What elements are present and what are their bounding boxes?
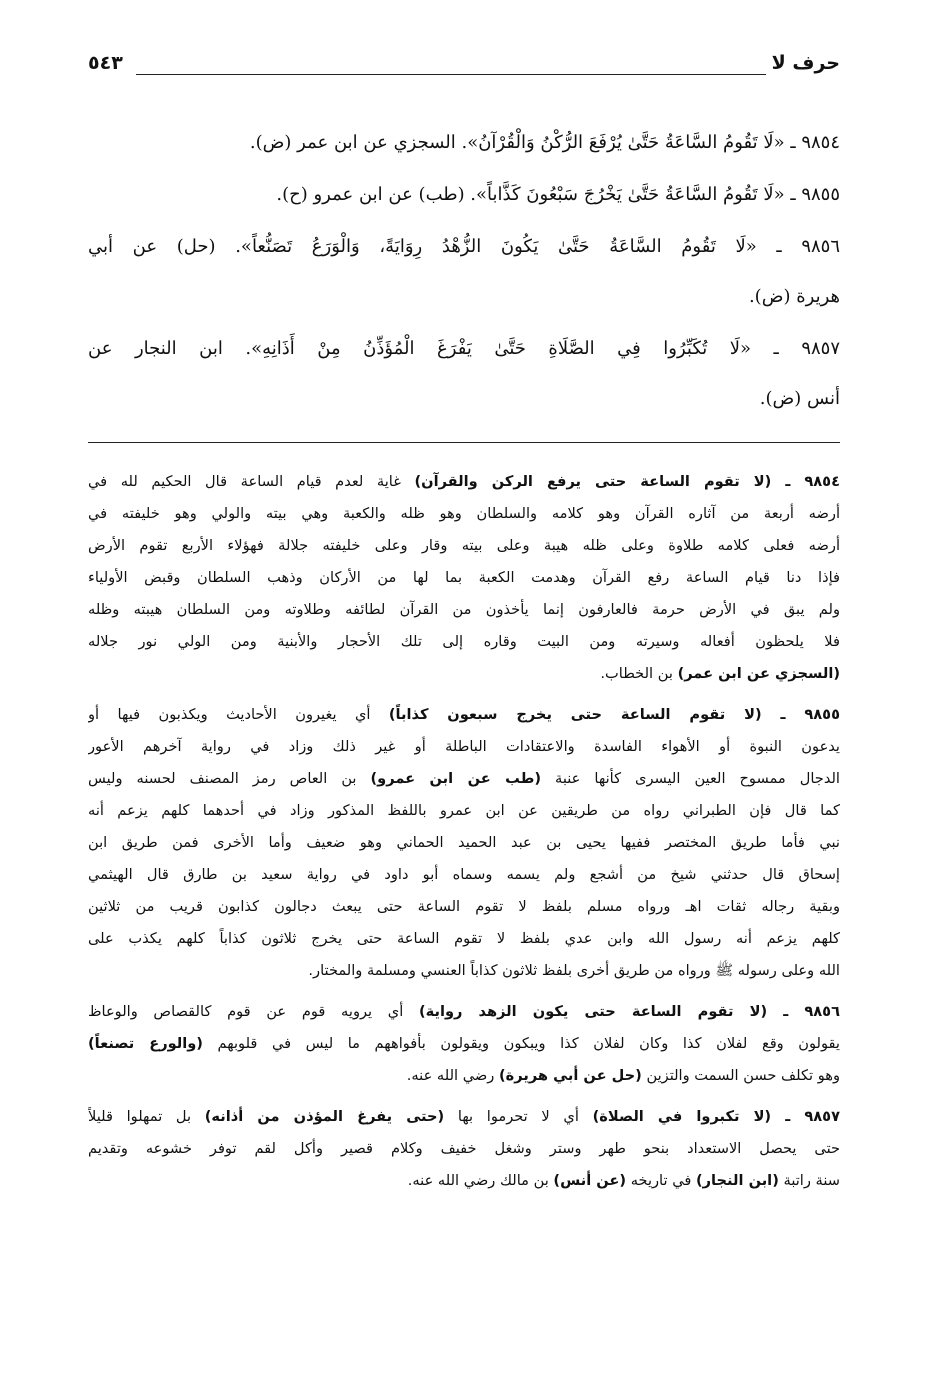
text-line bbox=[88, 272, 840, 322]
commentary-section bbox=[88, 466, 840, 1206]
text-segment: وهو تكلف حسن السمت والتزين bbox=[641, 1067, 840, 1084]
text-segment: بن الخطاب. bbox=[600, 665, 678, 682]
text-line bbox=[88, 859, 840, 891]
bold-quoted-text: ٩٨٥٤ ـ (لا تقوم الساعة حتى يرفع الركن والقرآن) bbox=[414, 473, 840, 490]
text-segment: إسحاق قال حدثني شيخ من أشجع ولم يسمه وسماه أبو داود في رواية سعيد بن طارق قال الهيثمي bbox=[88, 866, 840, 883]
commentary-entry bbox=[88, 466, 840, 690]
bold-quoted-text: ٩٨٥٧ ـ (لا تكبروا في الصلاة) bbox=[592, 1108, 840, 1125]
hadith-entry bbox=[88, 324, 840, 424]
text-line bbox=[88, 374, 840, 424]
text-line bbox=[88, 955, 840, 987]
text-line bbox=[88, 1165, 840, 1197]
text-line bbox=[88, 1101, 840, 1133]
text-segment: أي يرويه قوم عن قوم كالقصاص والوعاظ bbox=[88, 1003, 419, 1020]
text-line bbox=[88, 626, 840, 658]
bold-quoted-text: (حل عن أبي هريرة) bbox=[498, 1067, 642, 1084]
bold-quoted-text: (والورع تصنعاً) bbox=[88, 1035, 203, 1052]
text-segment: هريرة (ض). bbox=[748, 286, 840, 307]
page-number: ٥٤٣ bbox=[88, 52, 123, 74]
text-line bbox=[88, 562, 840, 594]
text-line bbox=[88, 795, 840, 827]
text-segment: أرضه أربعة من آثاره القرآن وهو كلامه والسلطان وهو ظله والكعبة وهي بيته والولي وهو خليفته في bbox=[88, 505, 840, 522]
text-segment: ٩٨٥٦ ـ «لَا تَقُومُ السَّاعَةُ حَتَّىٰ يَكُونَ الزُّهْدُ رِوَايَةً، وَالْوَرَعُ تَصَنُّعاً». (حل) عن أبي bbox=[88, 236, 840, 257]
text-line bbox=[88, 763, 840, 795]
text-segment: فلا يلحظون أفعاله وسيرته ومن البيت وقاره إلى تلك الأحجار والأبنية ومن الولي نور جلاله bbox=[88, 633, 840, 650]
text-segment: في تاريخه bbox=[626, 1172, 696, 1189]
bold-quoted-text: (حتى يفرغ المؤذن من أذانه) bbox=[204, 1108, 445, 1125]
text-line bbox=[88, 827, 840, 859]
text-line bbox=[88, 498, 840, 530]
section-divider bbox=[88, 442, 840, 443]
text-line bbox=[88, 466, 840, 498]
text-segment: يقولون وقع لفلان كذا وكان لفلان كذا ويبكون ويقولون بأفواههم ما ليس في قلوبهم bbox=[202, 1035, 840, 1052]
bold-quoted-text: ٩٨٥٦ ـ (لا تقوم الساعة حتى يكون الزهد رواية) bbox=[418, 1003, 840, 1020]
text-line bbox=[88, 1133, 840, 1165]
text-segment: أي لا تحرموا بها bbox=[444, 1108, 593, 1125]
bold-quoted-text: ٩٨٥٥ ـ (لا تقوم الساعة حتى يخرج سبعون كذاباً) bbox=[388, 706, 840, 723]
text-segment: ٩٨٥٥ ـ «لَا تَقُومُ السَّاعَةُ حَتَّىٰ يَخْرُجَ سَبْعُونَ كَذَّاباً». (طب) عن ابن عمرو (ح). bbox=[276, 184, 840, 205]
text-segment: غاية لعدم قيام الساعة قال الحكيم لله في bbox=[88, 473, 415, 490]
text-segment: أرضه فعلى كلامه طلاوة وعلى ظله هيبة وعلى بيته وقار وعلى خليفته جلالة فهؤلاء الأربع تقوم الأرض bbox=[88, 537, 840, 554]
text-segment: بن العاص رمز المصنف لحسنه وليس bbox=[88, 770, 371, 787]
hadith-text-section bbox=[88, 118, 840, 426]
bold-quoted-text: (ابن النجار) bbox=[695, 1172, 779, 1189]
text-segment: بن مالك رضي الله عنه. bbox=[407, 1172, 554, 1189]
text-line bbox=[88, 923, 840, 955]
text-segment: فإذا دنا قيام الساعة رفع القرآن وهدمت الكعبة بما لها من الأركان وذهب السلطان وقبض الأولياء bbox=[88, 569, 840, 586]
text-segment: الله وعلى رسوله ﷺ ورواه من طريق أخرى بلفظ ثلاثون كذاباً العنسي ومسلمة والمختار. bbox=[308, 962, 840, 979]
text-segment: بل تمهلوا قليلاً bbox=[88, 1108, 205, 1125]
bold-quoted-text: (عن أنس) bbox=[553, 1172, 627, 1189]
commentary-entry bbox=[88, 699, 840, 987]
commentary-entry bbox=[88, 996, 840, 1092]
text-segment: ٩٨٥٤ ـ «لَا تَقُومُ السَّاعَةُ حَتَّىٰ يُرْفَعَ الرُّكْنُ وَالْقُرْآنُ». السجزي عن ابن عمر (ض). bbox=[249, 132, 840, 153]
text-line bbox=[88, 118, 840, 168]
bold-quoted-text: (طب عن ابن عمرو) bbox=[370, 770, 542, 787]
text-line bbox=[88, 699, 840, 731]
text-line bbox=[88, 731, 840, 763]
header-rule bbox=[136, 74, 766, 75]
hadith-entry bbox=[88, 170, 840, 220]
text-line bbox=[88, 1060, 840, 1092]
text-line bbox=[88, 594, 840, 626]
bold-quoted-text: (السجزي عن ابن عمر) bbox=[677, 665, 840, 682]
text-segment: أي يغيرون الأحاديث ويكذبون فيها أو bbox=[88, 706, 389, 723]
hadith-entry bbox=[88, 222, 840, 322]
text-segment: وبقية رجاله ثقات اهـ ورواه مسلم بلفظ لا تقوم الساعة حتى يبعث دجالون كذابون قريب من ثلاثين bbox=[88, 898, 840, 915]
text-segment: الدجال ممسوح العين اليسرى كأنها عنبة bbox=[541, 770, 840, 787]
chapter-title: حرف لا bbox=[771, 52, 840, 74]
text-segment: كما قال فإن الطبراني رواه من طريقين عن ابن عمرو باللفظ المذكور وزاد في أحدهما كلهم يزعم أنه bbox=[88, 802, 840, 819]
text-line bbox=[88, 996, 840, 1028]
text-line bbox=[88, 1028, 840, 1060]
text-line bbox=[88, 222, 840, 272]
text-line bbox=[88, 170, 840, 220]
text-segment: أنس (ض). bbox=[759, 388, 840, 409]
text-line bbox=[88, 891, 840, 923]
text-segment: كلهم يزعم أنه رسول الله وابن عدي بلفظ لا تقوم الساعة حتى يخرج ثلاثون كذاباً كلهم يكذب على bbox=[88, 930, 840, 947]
text-segment: سنة راتبة bbox=[778, 1172, 840, 1189]
text-segment: رضي الله عنه. bbox=[406, 1067, 499, 1084]
text-segment: ولم يبق في الأرض حرمة فالعارفون إنما يأخذون من القرآن لطائفه وطلاوته ومن السلطان هيبته وظله bbox=[88, 601, 840, 618]
running-header bbox=[88, 52, 840, 82]
commentary-entry bbox=[88, 1101, 840, 1197]
text-segment: نبي فأما طريق المختصر ففيها يحيى بن عبد الحميد الحماني وهو ضعيف وأما الأخرى فمن طريق ابن bbox=[88, 834, 840, 851]
text-segment: يدعون النبوة أو الأهواء الفاسدة والاعتقادات الباطلة أو غير ذلك وزاد في رواية آخرهم الأعور bbox=[88, 738, 840, 755]
text-segment: حتى يحصل الاستعداد بنحو طهر وستر وشغل خفيف وكلام قصير وأكل لقم توفر خشوعه وتقديم bbox=[88, 1140, 840, 1157]
hadith-entry bbox=[88, 118, 840, 168]
text-segment: ٩٨٥٧ ـ «لَا تُكَبِّرُوا فِي الصَّلَاةِ حَتَّىٰ يَفْرَغَ الْمُؤَذِّنُ مِنْ أَذَانِهِ». ابن النجار عن bbox=[88, 338, 840, 359]
text-line bbox=[88, 530, 840, 562]
text-line bbox=[88, 324, 840, 374]
text-line bbox=[88, 658, 840, 690]
